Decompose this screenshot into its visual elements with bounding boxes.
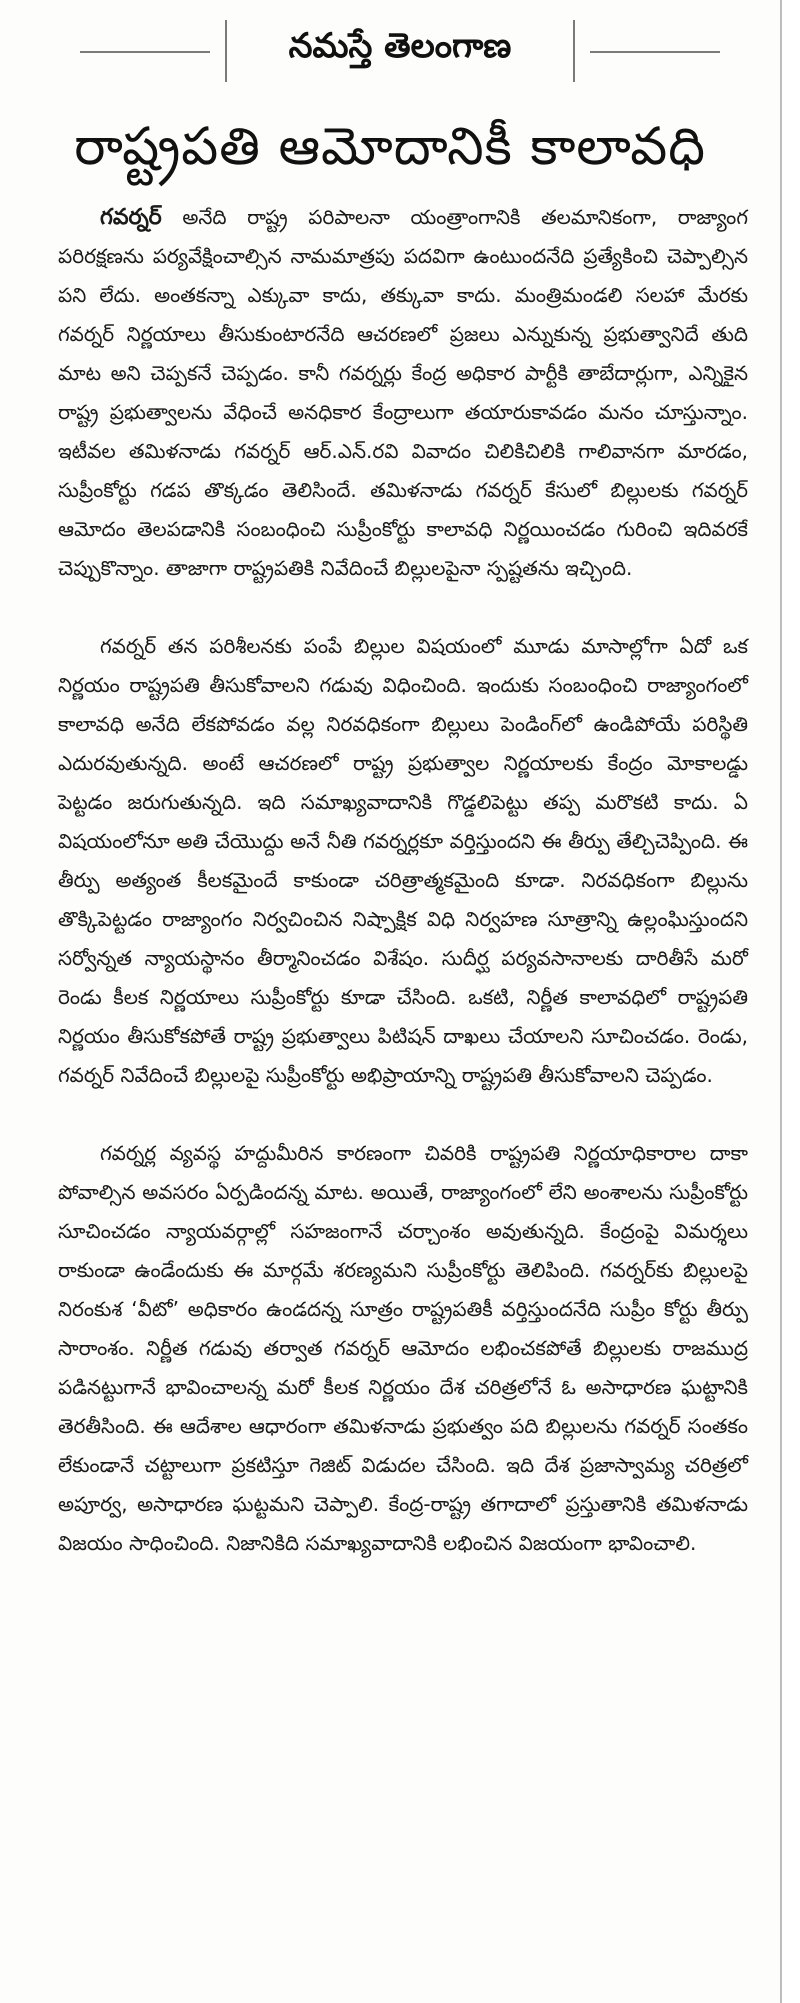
article-paragraph-3: గవర్నర్ల వ్యవస్థ హద్దుమీరిన కారణంగా చివరికి రాష్ట్రపతి నిర్ణయాధికారాల దాకా పోవాల్సిన అవసరం ఏర్పడిందన్న మాట. అయితే, రాజ్యాంగంలో లేని అంశాలను సుప్రీంకోర్టు సూచించడం న్యాయవర్గాల్లో సహజంగానే చర్చాంశం అవుతున్నది. కేంద్రంపై విమర్శలు రాకుండా ఉండేందుకు ఈ మార్గమే శరణ్యమని సుప్రీంకోర్టు తెలిపింది. గవర్నర్‌కు బిల్లులపై నిరంకుశ ‘వీటో’ అధికారం ఉండదన్న సూత్రం రాష్ట్రపతికీ వర్తిస్తుందనేది సుప్రీం కోర్టు తీర్పు సారాంశం. నిర్ణీత గడువు తర్వాత గవర్నర్ ఆమోదం లభించకపోతే బిల్లులకు రాజముద్ర పడినట్టుగానే భావించాలన్న మరో కీలక నిర్ణయం దేశ చరిత్రలోనే ఓ అసాధారణ ఘట్టానికి తెరతీసింది. ఈ ఆదేశాల ఆధారంగా తమిళనాడు ప్రభుత్వం పది బిల్లులను గవర్నర్ సంతకం లేకుండానే చట్టాలుగా ప్రకటిస్తూ గెజిట్ విడుదల చేసింది. ఇది దేశ ప్రజాస్వామ్య చరిత్రలో అపూర్వ, అసాధారణ ఘట్టమని చెప్పాలి. కేంద్ర-రాష్ట్ర తగాదాలో ప్రస్తుతానికి తమిళనాడు విజయం సాధించింది. నిజానికిది సమాఖ్యవాదానికి లభించిన విజయంగా భావించాలి. — [58, 1141, 748, 1555]
page-edge-rule — [780, 0, 782, 2003]
article-paragraph-2: గవర్నర్ తన పరిశీలనకు పంపే బిల్లుల విషయంలో మూడు మాసాల్లోగా ఏదో ఒక నిర్ణయం రాష్ట్రపతి తీసుకోవాలని గడువు విధించింది. ఇందుకు సంబంధించి రాజ్యాంగంలో కాలావధి అనేది లేకపోవడం వల్ల నిరవధికంగా బిల్లులు పెండింగ్‌లో ఉండిపోయే పరిస్థితి ఎదురవుతున్నది. అంటే ఆచరణలో రాష్ట్ర ప్రభుత్వాల నిర్ణయాలకు కేంద్రం మోకాలడ్డు పెట్టడం జరుగుతున్నది. ఇది సమాఖ్యవాదానికి గొడ్డలిపెట్టు తప్ప మరొకటి కాదు. ఏ విషయంలోనూ అతి చేయొద్దు అనే నీతి గవర్నర్లకూ వర్తిస్తుందని ఈ తీర్పు తేల్చిచెప్పింది. ఈ తీర్పు అత్యంత కీలకమైందే కాకుండా చరిత్రాత్మకమైంది కూడా. నిరవధికంగా బిల్లును తొక్కిపెట్టడం రాజ్యాంగం నిర్వచించిన నిష్పాక్షిక విధి నిర్వహణ సూత్రాన్ని ఉల్లంఘిస్తుందని సర్వోన్నత న్యాయస్థానం తీర్మానించడం విశేషం. సుదీర్ఘ పర్యవసానాలకు దారితీసే మరో రెండు కీలక నిర్ణయాలు సుప్రీంకోర్టు కూడా చేసింది. ఒకటి, నిర్ణీత కాలావధిలో రాష్ట్రపతి నిర్ణయం తీసుకోకపోతే రాష్ట్ర ప్రభుత్వాలు పిటిషన్ దాఖలు చేయాలని సూచించడం. రెండు, గవర్నర్ నివేదించే బిల్లులపై సుప్రీంకోర్టు అభిప్రాయాన్ని రాష్ట్రపతి తీసుకోవాలని చెప్పడం. — [58, 634, 748, 1087]
article-headline: రాష్ట్రపతి ఆమోదానికీ కాలావధి — [74, 117, 706, 177]
article-body — [58, 198, 748, 1602]
masthead — [80, 14, 720, 80]
masthead-right-bar — [573, 20, 575, 82]
paragraph-1-text: అనేది రాష్ట్ర పరిపాలనా యంత్రాంగానికి తలమానికంగా, రాజ్యాంగ పరిరక్షణను పర్యవేక్షించాల్సిన నామమాత్రపు పదవిగా ఉంటుందనేది ప్రత్యేకించి చెప్పాల్సిన పని లేదు. అంతకన్నా ఎక్కువా కాదు, తక్కువా కాదు. మంత్రిమండలి సలహా మేరకు గవర్నర్ నిర్ణయాలు తీసుకుంటారనేది ఆచరణలో ప్రజలు ఎన్నుకున్న ప్రభుత్వానిదే తుది మాట అని చెప్పకనే చెప్పడం. కానీ గవర్నర్లు కేంద్ర అధికార పార్టీకి తాబేదార్లుగా, ఎన్నికైన రాష్ట్ర ప్రభుత్వాలను వేధించే అనధికార కేంద్రాలుగా తయారుకావడం మనం చూస్తున్నాం. ఇటీవల తమిళనాడు గవర్నర్ ఆర్.ఎన్.రవి వివాదం చిలికిచిలికి గాలివానగా మారడం, సుప్రీంకోర్టు గడప తొక్కడం తెలిసిందే. తమిళనాడు గవర్నర్ కేసులో బిల్లులకు గవర్నర్ ఆమోదం తెలపడానికి సంబంధించి సుప్రీంకోర్టు కాలావధి నిర్ణయించడం గురించి ఇదివరకే చెప్పుకొన్నాం. తాజాగా రాష్ట్రపతికి నివేదించే బిల్లులపైనా స్పష్టతను ఇచ్చింది. — [58, 205, 748, 580]
newspaper-name: నమస్తే తెలంగాణ — [288, 26, 512, 66]
lead-word: గవర్నర్ — [100, 205, 162, 230]
masthead-left-bar — [225, 20, 227, 82]
masthead-right-rule — [590, 51, 720, 53]
masthead-left-rule — [80, 51, 210, 53]
article-paragraph-1 — [58, 198, 748, 588]
